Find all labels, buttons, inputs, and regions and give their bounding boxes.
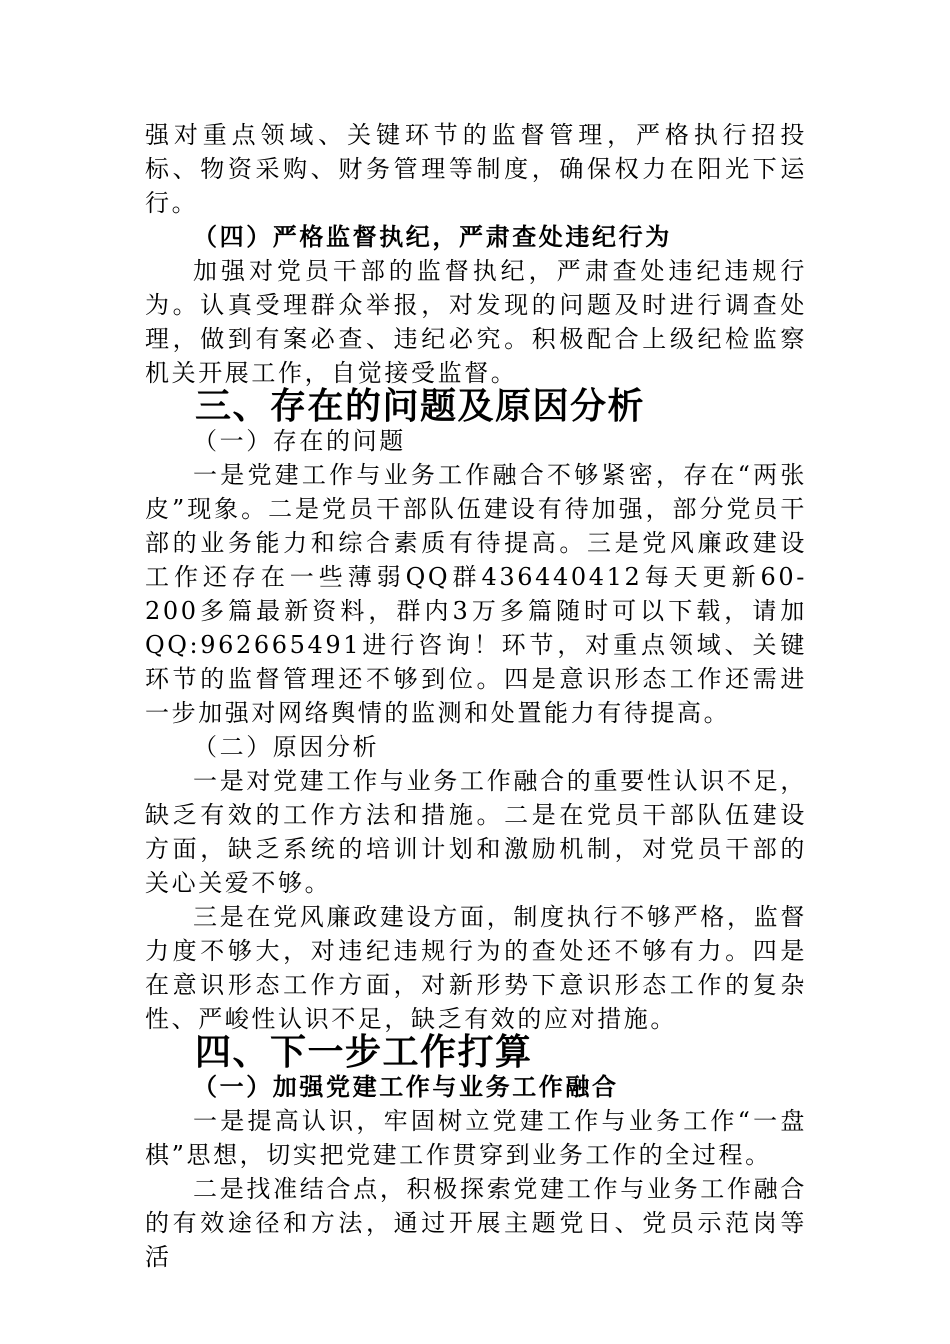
paragraph-causes-1: 一是对党建工作与业务工作融合的重要性认识不足，缺乏有效的工作方法和措施。二是在党员干部队伍建设方面，缺乏系统的培训计划和激励机制，对党员干部的关心关爱不够。	[145, 767, 807, 897]
paragraph-supervision: 加强对党员干部的监督执纪，严肃查处违纪违规行为。认真受理群众举报，对发现的问题及时进行调查处理，做到有案必查、违纪必究。积极配合上级纪检监察机关开展工作，自觉接受监督。	[145, 257, 807, 387]
paragraph-plan-2: 二是找准结合点，积极探索党建工作与业务工作融合的有效途径和方法，通过开展主题党日、党员示范岗等活	[145, 1175, 807, 1271]
subheading-strict-discipline: （四）严格监督执纪，严肃查处违纪行为	[193, 222, 672, 251]
subheading-integration: （一）加强党建工作与业务工作融合	[193, 1072, 619, 1101]
paragraph-plan-1: 一是提高认识，牢固树立党建工作与业务工作“一盘棋”思想，切实把党建工作贯穿到业务工作的全过程。	[145, 1107, 807, 1169]
document-page	[145, 118, 807, 1274]
section-heading-problems: 三、存在的问题及原因分析	[195, 386, 646, 427]
section-heading-next-steps: 四、下一步工作打算	[195, 1032, 533, 1073]
paragraph-causes-2: 三是在党风廉政建设方面，制度执行不够严格，监督力度不够大，对违纪违规行为的查处还不够有力。四是在意识形态工作方面，对新形势下意识形态工作的复杂性、严峻性认识不足，缺乏有效的应对措施。	[145, 903, 807, 1033]
subheading-existing-problems: （一）存在的问题	[193, 427, 406, 455]
paragraph-continuation: 强对重点领域、关键环节的监督管理，严格执行招投标、物资采购、财务管理等制度，确保权力在阳光下运行。	[145, 121, 807, 217]
subheading-cause-analysis: （二）原因分析	[193, 733, 380, 761]
paragraph-problems: 一是党建工作与业务工作融合不够紧密，存在“两张皮”现象。二是党员干部队伍建设有待加强，部分党员干部的业务能力和综合素质有待提高。三是党风廉政建设工作还存在一些薄弱QQ群436440412每天更新60-200多篇最新资料，群内3万多篇随时可以下载，请加QQ:962665491进行咨询！环节，对重点领域、关键环节的监督管理还不够到位。四是意识形态工作还需进一步加强对网络舆情的监测和处置能力有待提高。	[145, 461, 807, 727]
